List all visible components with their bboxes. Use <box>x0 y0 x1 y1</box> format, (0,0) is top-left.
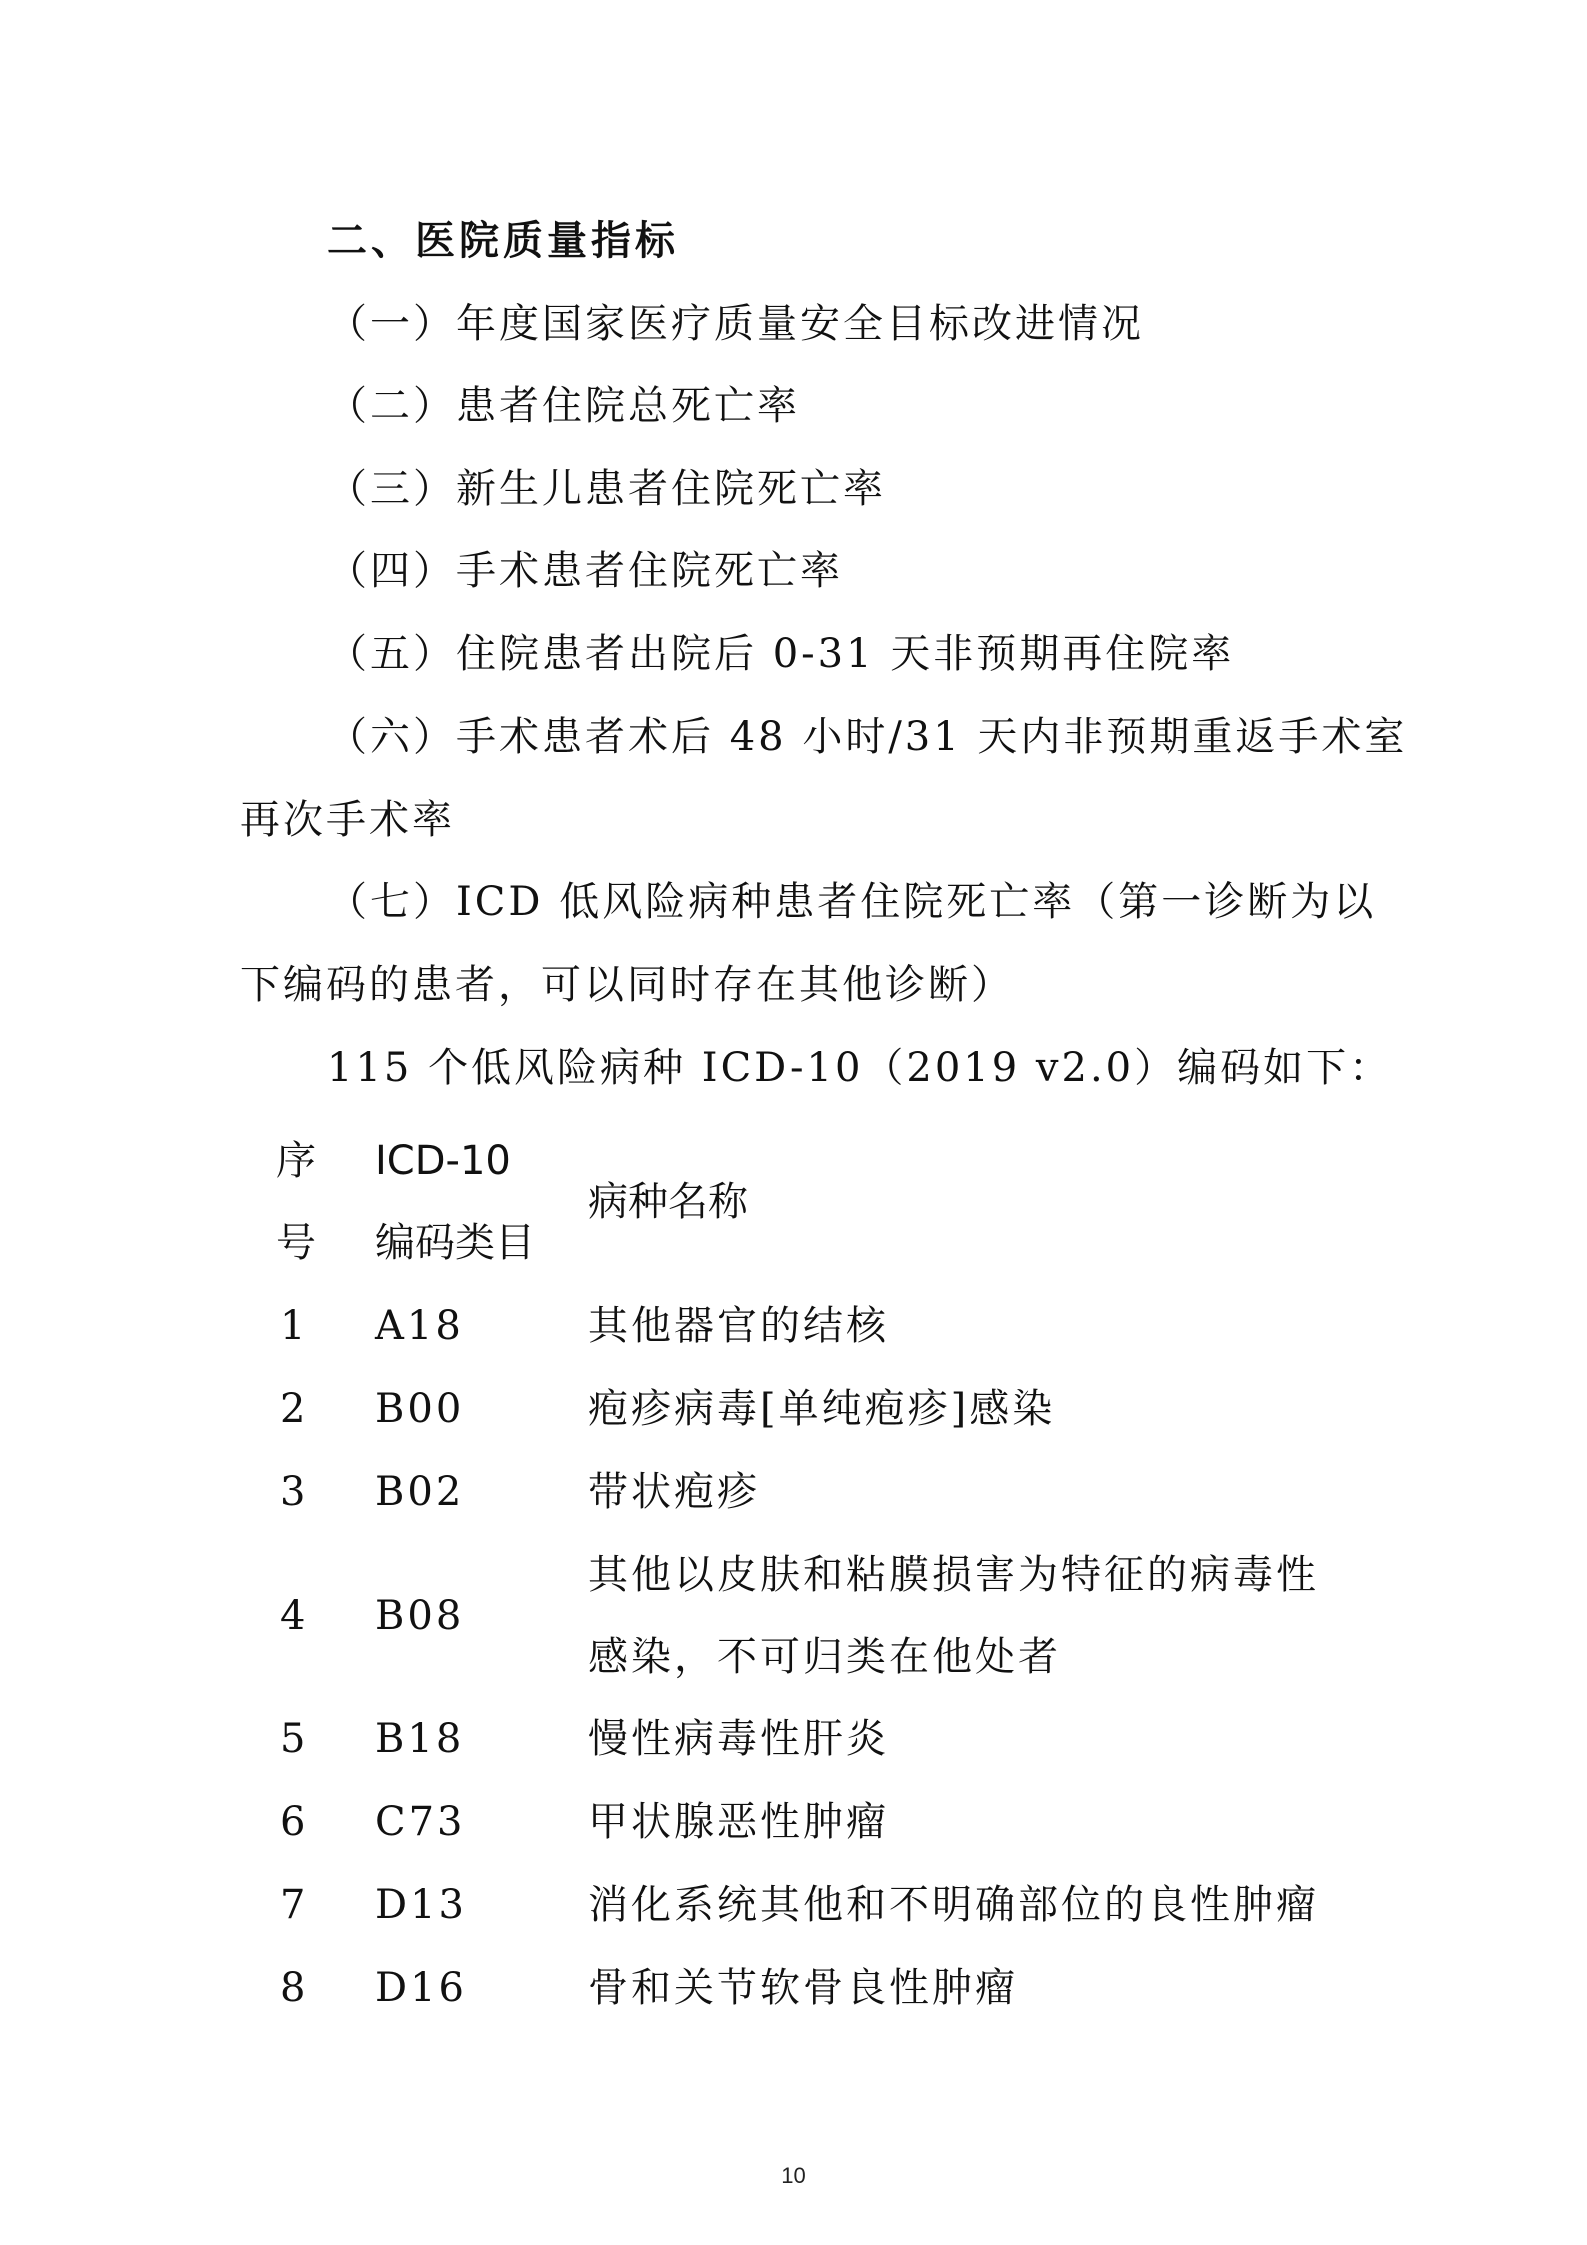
item-1: （一）年度国家医疗质量安全目标改进情况 <box>327 301 1144 347</box>
item-5: （五）住院患者出院后 0-31 天非预期再住院率 <box>327 631 1235 677</box>
row-name-line-1: 其他以皮肤和粘膜损害为特征的病毒性 <box>588 1552 1319 1598</box>
row-name: 甲状腺恶性肿瘤 <box>588 1799 889 1845</box>
row-code: D13 <box>375 1882 467 1928</box>
header-code-line-2: 编码类目 <box>375 1220 535 1266</box>
header-seq-line-1: 序 <box>276 1138 316 1184</box>
item-7-line-2: 下编码的患者，可以同时存在其他诊断） <box>240 962 1014 1008</box>
row-code: B18 <box>375 1716 465 1762</box>
table-row <box>270 1534 1370 1698</box>
header-code <box>375 1120 595 1284</box>
table-row <box>270 1368 1370 1451</box>
row-name: 慢性病毒性肝炎 <box>588 1716 889 1762</box>
header-name: 病种名称 <box>588 1179 748 1225</box>
row-code: B02 <box>375 1469 465 1515</box>
item-2: （二）患者住院总死亡率 <box>327 383 800 429</box>
item-4: （四）手术患者住院死亡率 <box>327 548 843 594</box>
icd-table <box>270 1120 1370 2030</box>
row-name <box>588 1534 1368 1698</box>
item-6-line-1: （六）手术患者术后 48 小时/31 天内非预期重返手术室 <box>327 714 1408 760</box>
item-6-line-2: 再次手术率 <box>240 797 455 843</box>
row-name: 骨和关节软骨良性肿瘤 <box>588 1965 1018 2011</box>
item-7-line-1: （七）ICD 低风险病种患者住院死亡率（第一诊断为以 <box>327 879 1377 925</box>
row-name: 其他器官的结核 <box>588 1303 889 1349</box>
row-code: A18 <box>375 1303 464 1349</box>
row-code: B00 <box>375 1386 465 1432</box>
page-number: 10 <box>781 2163 806 2188</box>
row-code: C73 <box>375 1799 466 1845</box>
row-code: D16 <box>375 1965 467 2011</box>
item-3: （三）新生儿患者住院死亡率 <box>327 466 886 512</box>
table-header <box>270 1120 1370 1285</box>
row-seq: 2 <box>280 1386 309 1432</box>
table-row <box>270 1781 1370 1864</box>
row-seq: 4 <box>280 1593 309 1639</box>
header-code-line-1: ICD-10 <box>375 1138 511 1184</box>
row-name: 疱疹病毒[单纯疱疹]感染 <box>588 1386 1056 1432</box>
row-seq: 1 <box>280 1303 309 1349</box>
table-row <box>270 1947 1370 2030</box>
row-name: 消化系统其他和不明确部位的良性肿瘤 <box>588 1882 1319 1928</box>
table-intro: 115 个低风险病种 ICD-10（2019 v2.0）编码如下： <box>327 1045 1393 1091</box>
row-seq: 7 <box>280 1882 309 1928</box>
row-name: 带状疱疹 <box>588 1469 760 1515</box>
row-seq: 5 <box>280 1716 309 1762</box>
table-row <box>270 1285 1370 1368</box>
header-seq-line-2: 号 <box>276 1220 316 1266</box>
row-seq: 8 <box>280 1965 309 2011</box>
section-title: 二、医院质量指标 <box>327 218 679 264</box>
table-row <box>270 1864 1370 1947</box>
row-name-line-2: 感染，不可归类在他处者 <box>588 1634 1061 1680</box>
row-seq: 3 <box>280 1469 309 1515</box>
row-code: B08 <box>375 1593 465 1639</box>
row-seq: 6 <box>280 1799 309 1845</box>
table-row <box>270 1698 1370 1781</box>
table-row <box>270 1451 1370 1534</box>
header-seq <box>276 1120 336 1284</box>
